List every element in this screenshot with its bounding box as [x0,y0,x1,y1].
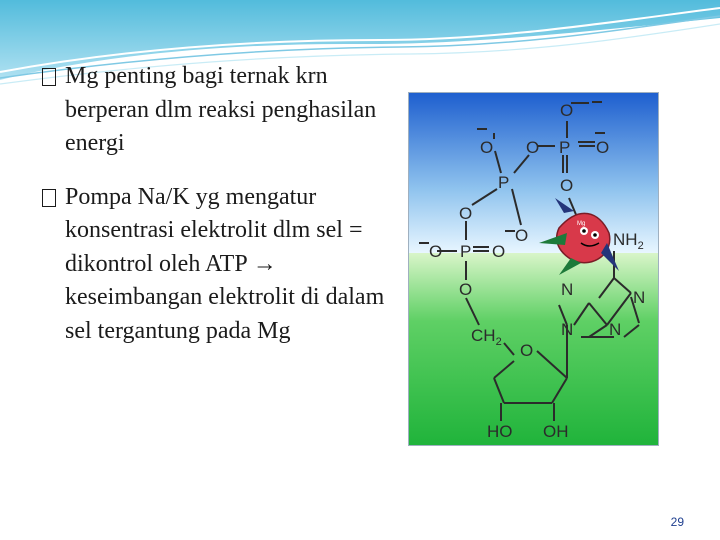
mg-label: Mg [577,221,586,227]
atom-o-top: O [560,101,574,120]
atom-ring-o: O [520,341,534,360]
atom-o-p3: O [429,242,443,261]
group-ch2: $CH_2$ [471,326,502,348]
bullet-list [40,60,400,368]
atom-p-low: P [460,242,472,261]
sky-background [409,93,659,253]
atom-n2: N [633,288,646,307]
bullet-item-na-k-pump [40,181,400,349]
bullet-text: Pompa Na/K yg mengatur konsentrasi elektrolit dlm sel = dikontrol oleh ATP → keseimbangan elektrolit di dalam sel tergantung pada Mg [65,183,385,344]
atom-o-p4: O [492,242,506,261]
grass-background [409,253,659,446]
group-ho: HO [487,422,513,441]
group-nh2: $NH_2$ [613,230,644,252]
atom-o-p2: O [515,226,529,245]
atp-mg-diagram [408,92,659,446]
atom-n1: N [561,280,574,299]
atom-p-top: P [559,138,571,157]
atom-o-ester1: O [526,138,540,157]
atom-n4: N [609,320,622,339]
square-bullet-icon [42,68,56,86]
atom-o-mid2: O [459,204,473,223]
bullet-item-mg-energy [40,60,400,161]
square-bullet-icon [42,189,56,207]
atom-p-mid: P [498,173,510,192]
atom-n3: N [561,320,574,339]
atom-o-bridge: O [560,176,574,195]
bullet-text: Mg penting bagi ternak krn berperan dlm reaksi penghasilan energi [65,63,377,156]
atom-o-left: O [480,138,494,157]
atp-structure-svg [409,93,659,446]
atom-o-under: O [459,280,473,299]
atom-o-right: O [596,138,610,157]
group-oh: OH [543,422,569,441]
page-number: 29 [670,515,684,529]
